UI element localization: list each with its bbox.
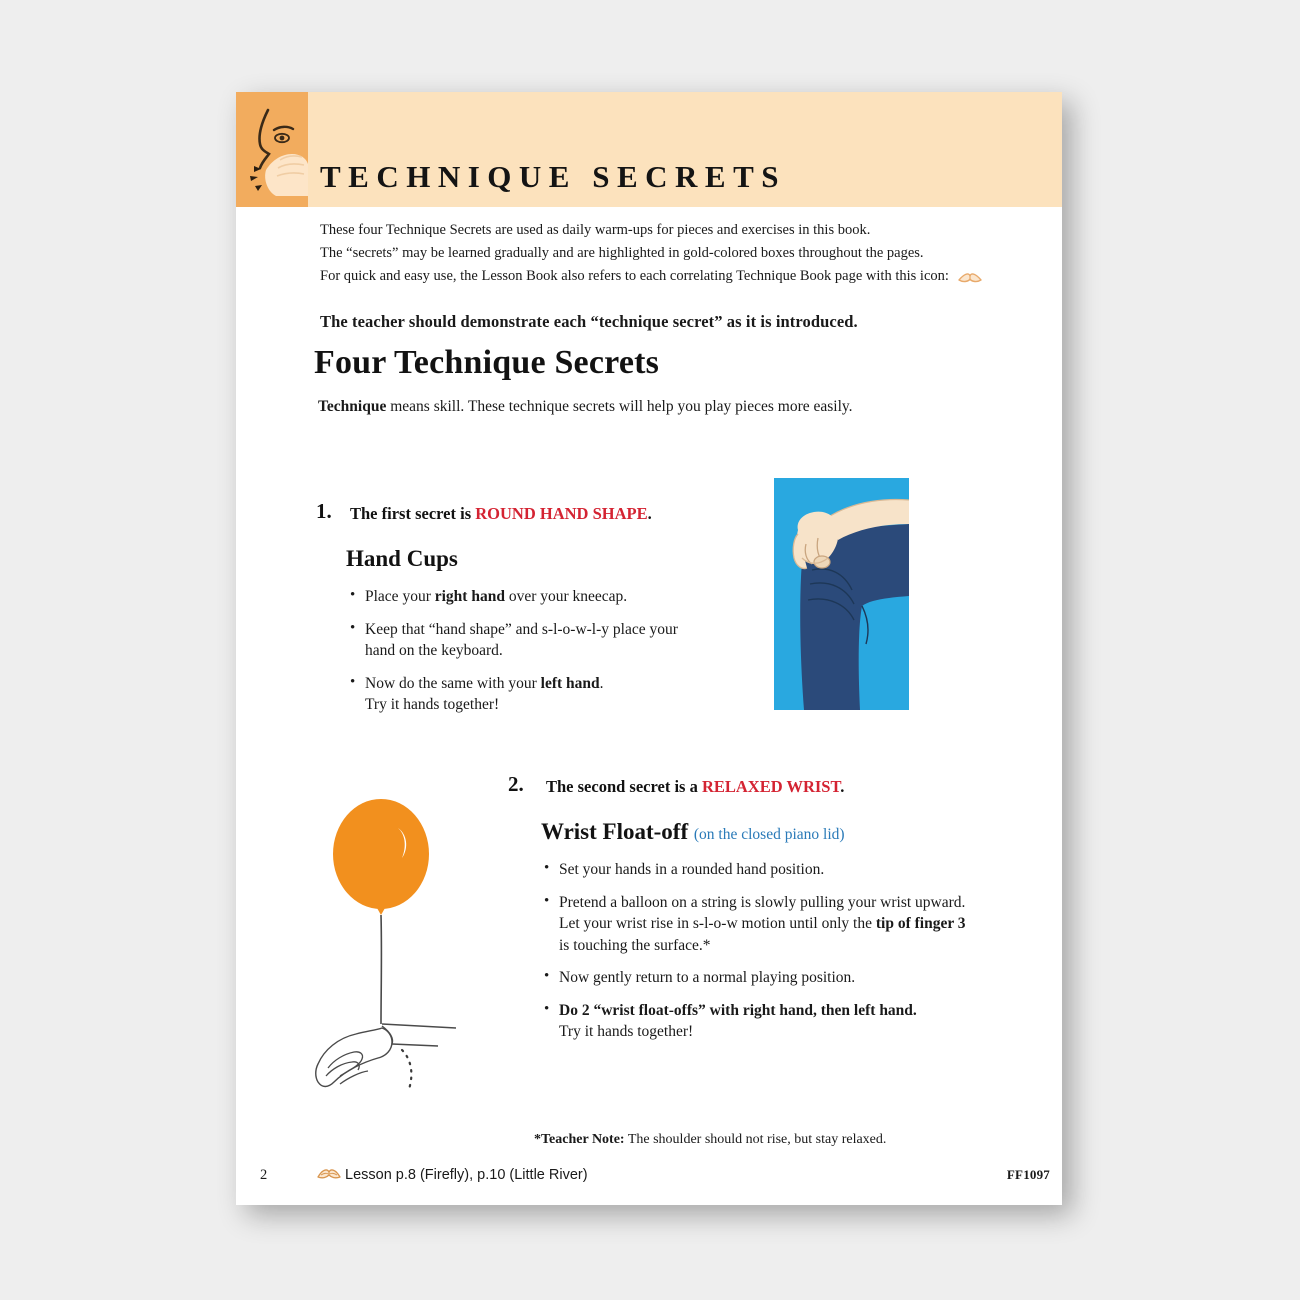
- bullet-item: [544, 859, 974, 881]
- section-2-secret-end: .: [840, 777, 845, 796]
- section-1-secret-end: .: [647, 504, 652, 523]
- section-2-bullet-list: [544, 859, 974, 1054]
- bullet-text: Try it hands together!: [559, 1023, 694, 1040]
- bullet-emphasis: right hand: [434, 588, 505, 605]
- footer-book-code: FF1097: [1006, 1167, 1050, 1182]
- section-2-secret-name: RELAXED WRIST: [701, 777, 841, 796]
- bullet-item: [544, 967, 974, 989]
- section-2-exercise-subtitle: (on the closed piano lid): [693, 826, 845, 843]
- teacher-note: [534, 1132, 886, 1148]
- teacher-note-label: *Teacher Note:: [534, 1132, 625, 1147]
- section-2-secret-lead: The second secret is a: [546, 777, 702, 796]
- technique-term: Technique: [318, 398, 387, 415]
- bullet-emphasis: tip of finger 3: [875, 915, 966, 932]
- bullet-item: [544, 892, 974, 957]
- intro-line-1: These four Technique Secrets are used as daily warm-ups for pieces and exercises in this book.: [320, 222, 871, 238]
- bullet-emphasis: Do 2 “wrist float-offs” with right hand, then left hand.: [559, 1001, 917, 1019]
- hand-over-knee-illustration: [774, 478, 909, 710]
- footer-page-number: 2: [260, 1166, 268, 1183]
- bullet-item: [350, 586, 680, 608]
- section-1-secret-lead: The first secret is: [350, 504, 476, 523]
- open-book-icon: [316, 1165, 342, 1185]
- intro-line-3-text: For quick and easy use, the Lesson Book also refers to each correlating Technique Book page with this icon:: [320, 268, 949, 284]
- teacher-demonstrate-note: The teacher should demonstrate each “technique secret” as it is introduced.: [320, 312, 858, 331]
- bullet-emphasis: left hand: [540, 674, 600, 692]
- bullet-text: over your kneecap.: [504, 588, 628, 605]
- section-2-exercise-title: [541, 819, 845, 845]
- bullet-text: .: [599, 674, 604, 692]
- bullet-text: Try it hands together!: [365, 696, 500, 713]
- footer-lesson-reference: [316, 1165, 588, 1185]
- teacher-note-text: The shoulder should not rise, but stay relaxed.: [627, 1132, 887, 1147]
- bullet-text: is touching the surface.*: [559, 936, 711, 954]
- section-2-number: 2.: [508, 772, 524, 796]
- intro-block: [320, 219, 1000, 333]
- section-1-number: 1.: [316, 499, 332, 523]
- intro-line-2: The “secrets” may be learned gradually and are highlighted in gold-colored boxes throughout the pages.: [320, 245, 924, 261]
- face-whisper-hand-icon: [236, 92, 308, 207]
- bullet-text: Now gently return to a normal playing position.: [559, 969, 856, 986]
- open-book-icon: [957, 268, 983, 293]
- section-2-exercise-title-main: Wrist Float-off: [541, 819, 689, 844]
- bullet-text: Pretend a balloon on a string is slowly pulling your wrist upward. Let your wrist rise in s-l-o-w motion until only the: [559, 893, 966, 932]
- section-heading: Four Technique Secrets: [314, 344, 660, 381]
- page-title: TECHNIQUE SECRETS: [320, 159, 787, 194]
- section-1-exercise-title: Hand Cups: [346, 546, 458, 571]
- bullet-text: Set your hands in a rounded hand position.: [559, 861, 825, 878]
- intro-line-3: [320, 265, 1000, 293]
- page-header-band: [236, 92, 1062, 207]
- section-2-secret-line: [546, 777, 844, 797]
- section-1-secret-name: ROUND HAND SHAPE: [475, 504, 648, 523]
- bullet-item: [350, 673, 680, 716]
- bullet-item: [544, 1000, 974, 1043]
- technique-definition-rest: means skill. These technique secrets will help you play pieces more easily.: [386, 398, 853, 415]
- bullet-item: [350, 619, 680, 662]
- balloon-wrist-float-illustration: [306, 792, 456, 1097]
- section-1-secret-line: [350, 504, 652, 524]
- book-page: [236, 92, 1062, 1205]
- bullet-text: Keep that “hand shape” and s-l-o-w-l-y place your hand on the keyboard.: [365, 620, 678, 659]
- bullet-text: Now do the same with your: [365, 674, 541, 692]
- bullet-text: Place your: [365, 588, 435, 605]
- section-1-bullet-list: [350, 586, 680, 727]
- page-footer: [260, 1165, 1050, 1185]
- technique-definition: [318, 398, 853, 416]
- footer-lesson-text: Lesson p.8 (Firefly), p.10 (Little River): [345, 1167, 588, 1183]
